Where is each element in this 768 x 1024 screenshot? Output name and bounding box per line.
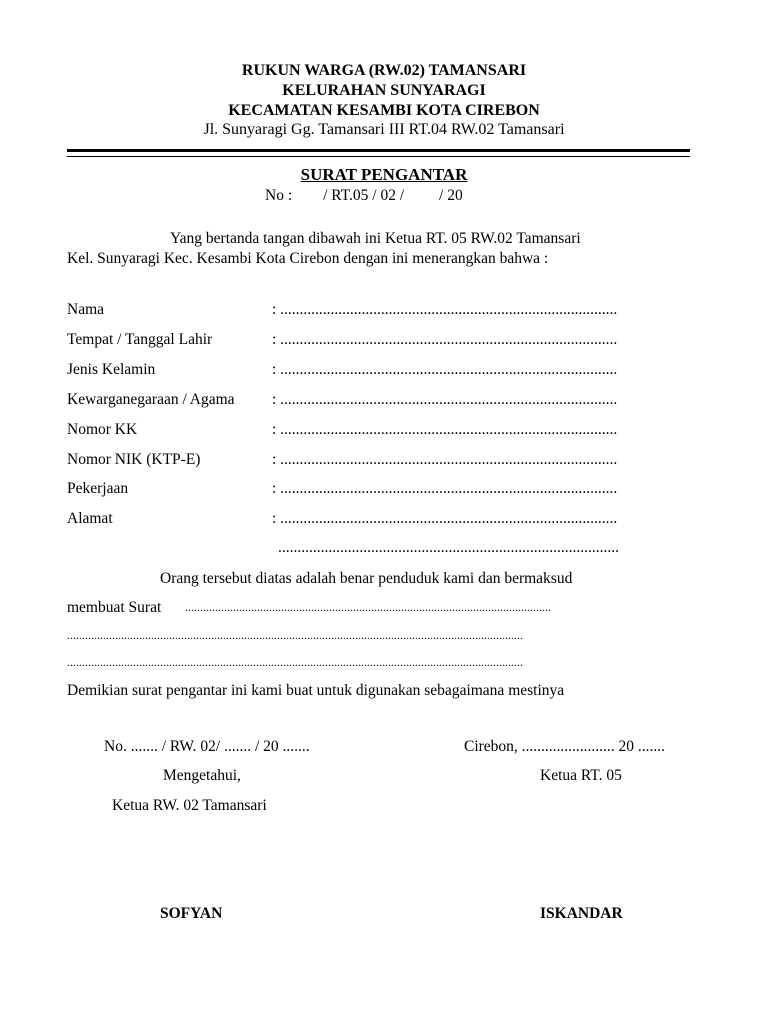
field-label-pekerjaan: Pekerjaan <box>67 480 129 497</box>
document-title-text: SURAT PENGANTAR <box>300 165 468 184</box>
document-number: No : / RT.05 / 02 / / 20 <box>265 187 463 204</box>
signature-right-role: Ketua RT. 05 <box>540 767 622 784</box>
header-address: Jl. Sunyaragi Gg. Tamansari III RT.04 RW.02 Tamansari <box>203 121 565 138</box>
field-label-nik: Nomor NIK (KTP-E) <box>67 451 201 468</box>
header-kelurahan: KELURAHAN SUNYARAGI <box>282 82 486 99</box>
purpose-label: membuat Surat <box>67 599 162 616</box>
purpose-dots-1: .......................................................................................................................... <box>185 600 551 614</box>
header-rule-thick <box>67 149 690 152</box>
signature-left-number: No. ....... / RW. 02/ ....... / 20 ....... <box>104 738 310 755</box>
intro-line-1: Yang bertanda tangan dibawah ini Ketua RT. 05 RW.02 Tamansari <box>170 230 581 247</box>
signature-right-date: Cirebon, ........................ 20 ....... <box>464 738 666 755</box>
intro-line-2: Kel. Sunyaragi Kec. Kesambi Kota Cirebon dengan ini menerangkan bahwa : <box>67 250 549 267</box>
field-label-kewarganegaraan: Kewarganegaraan / Agama <box>67 391 235 408</box>
field-label-nama: Nama <box>67 301 105 318</box>
header-rw: RUKUN WARGA (RW.02) TAMANSARI <box>241 62 527 79</box>
field-value-kewarganegaraan: : ....................................................................................... <box>272 391 618 408</box>
field-label-nomor-kk: Nomor KK <box>67 421 138 438</box>
field-value-jenis-kelamin: : ....................................................................................... <box>272 361 618 378</box>
closing-statement: Demikian surat pengantar ini kami buat untuk digunakan sebagaimana mestinya <box>67 682 565 699</box>
document-title <box>0 165 768 185</box>
signature-right-name: ISKANDAR <box>540 905 623 922</box>
field-label-ttl: Tempat / Tanggal Lahir <box>67 331 213 348</box>
field-value-nomor-kk: : ....................................................................................... <box>272 421 618 438</box>
field-value-nama: : ....................................................................................... <box>272 301 618 318</box>
header-kecamatan: KECAMATAN KESAMBI KOTA CIREBON <box>228 102 540 119</box>
purpose-dots-3: ........................................................................................................................................................ <box>67 655 523 669</box>
header-rule-thin <box>67 156 690 157</box>
signature-left-role-2: Ketua RW. 02 Tamansari <box>112 797 267 814</box>
field-label-alamat: Alamat <box>67 510 113 527</box>
purpose-line-1: Orang tersebut diatas adalah benar penduduk kami dan bermaksud <box>160 570 573 587</box>
signature-left-role-1: Mengetahui, <box>163 767 241 784</box>
field-value-nik: : ....................................................................................... <box>272 451 618 468</box>
signature-left-name: SOFYAN <box>160 905 223 922</box>
field-value-alamat-cont: ........................................................................................ <box>278 539 619 556</box>
purpose-dots-2: ........................................................................................................................................................ <box>67 628 523 642</box>
field-value-pekerjaan: : ....................................................................................... <box>272 480 618 497</box>
field-label-jenis-kelamin: Jenis Kelamin <box>67 361 156 378</box>
field-value-alamat: : ....................................................................................... <box>272 510 618 527</box>
field-value-ttl: : ....................................................................................... <box>272 331 618 348</box>
